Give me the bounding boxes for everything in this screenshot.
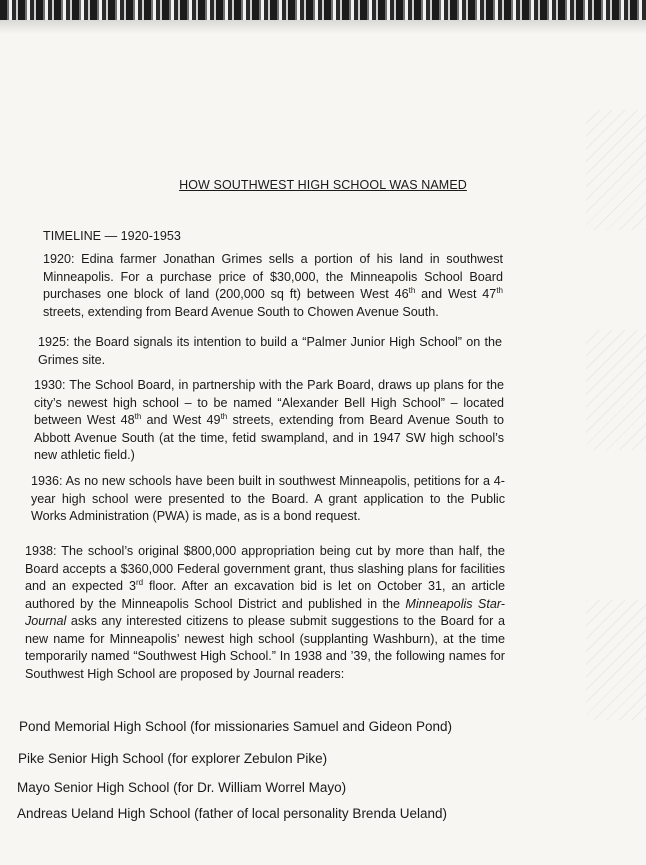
entry-1930: 1930: The School Board, in partnership with the Park Board, draws up plans for the city’s newest high school – to be named “Alexander Bell High School” – located between West 48th and West 49th streets, extending from Beard Avenue South to Abbott Avenue South (at the time, fetid swampland, and in 1947 SW high school’s new athletic field.) xyxy=(34,378,504,462)
entry-1938: 1938: The school’s original $800,000 appropriation being cut by more than half, the Board accepts a $360,000 Federal government grant, thus slashing plans for facilities and an expected 3rd floor. After an excavation bid is let on October 31, an article authored by the Minneapolis School District and published in the Minneapolis Star-Journal asks any interested citizens to please submit suggestions to the Board for a new name for Minneapolis’ newest high school (supplanting Washburn), at the time temporarily named “Southwest High School.” In 1938 and ’39, the following names for Southwest High School are proposed by Journal readers: xyxy=(25,544,505,681)
proposed-name: Pike Senior High School (for explorer Zebulon Pike) xyxy=(18,751,328,766)
bleed-through-mark xyxy=(586,600,646,720)
proposed-name: Pond Memorial High School (for missionaries Samuel and Gideon Pond) xyxy=(19,719,452,734)
binder-edge xyxy=(0,0,646,20)
entry-1936: 1936: As no new schools have been built in southwest Minneapolis, petitions for a 4-year high school were presented to the Board. A grant application to the Public Works Administration (PWA) is made, as is a bond request. xyxy=(31,474,505,523)
binder-shadow xyxy=(0,20,646,34)
bleed-through-mark xyxy=(586,110,646,230)
entry-1925: 1925: the Board signals its intention to build a “Palmer Junior High School” on the Grimes site. xyxy=(38,335,502,367)
entry-1920: 1920: Edina farmer Jonathan Grimes sells a portion of his land in southwest Minneapolis. For a purchase price of $30,000, the Minneapolis School Board purchases one block of land (200,000 sq ft) between West 46th and West 47th streets, extending from Beard Avenue South to Chowen Avenue South. xyxy=(43,252,503,319)
page-title: HOW SOUTHWEST HIGH SCHOOL WAS NAMED xyxy=(179,178,467,192)
proposed-name: Mayo Senior High School (for Dr. William Worrel Mayo) xyxy=(17,780,347,795)
bleed-through-mark xyxy=(586,330,646,450)
timeline-heading: TIMELINE — 1920-1953 xyxy=(43,229,181,243)
proposed-name: Andreas Ueland High School (father of local personality Brenda Ueland) xyxy=(17,806,447,821)
